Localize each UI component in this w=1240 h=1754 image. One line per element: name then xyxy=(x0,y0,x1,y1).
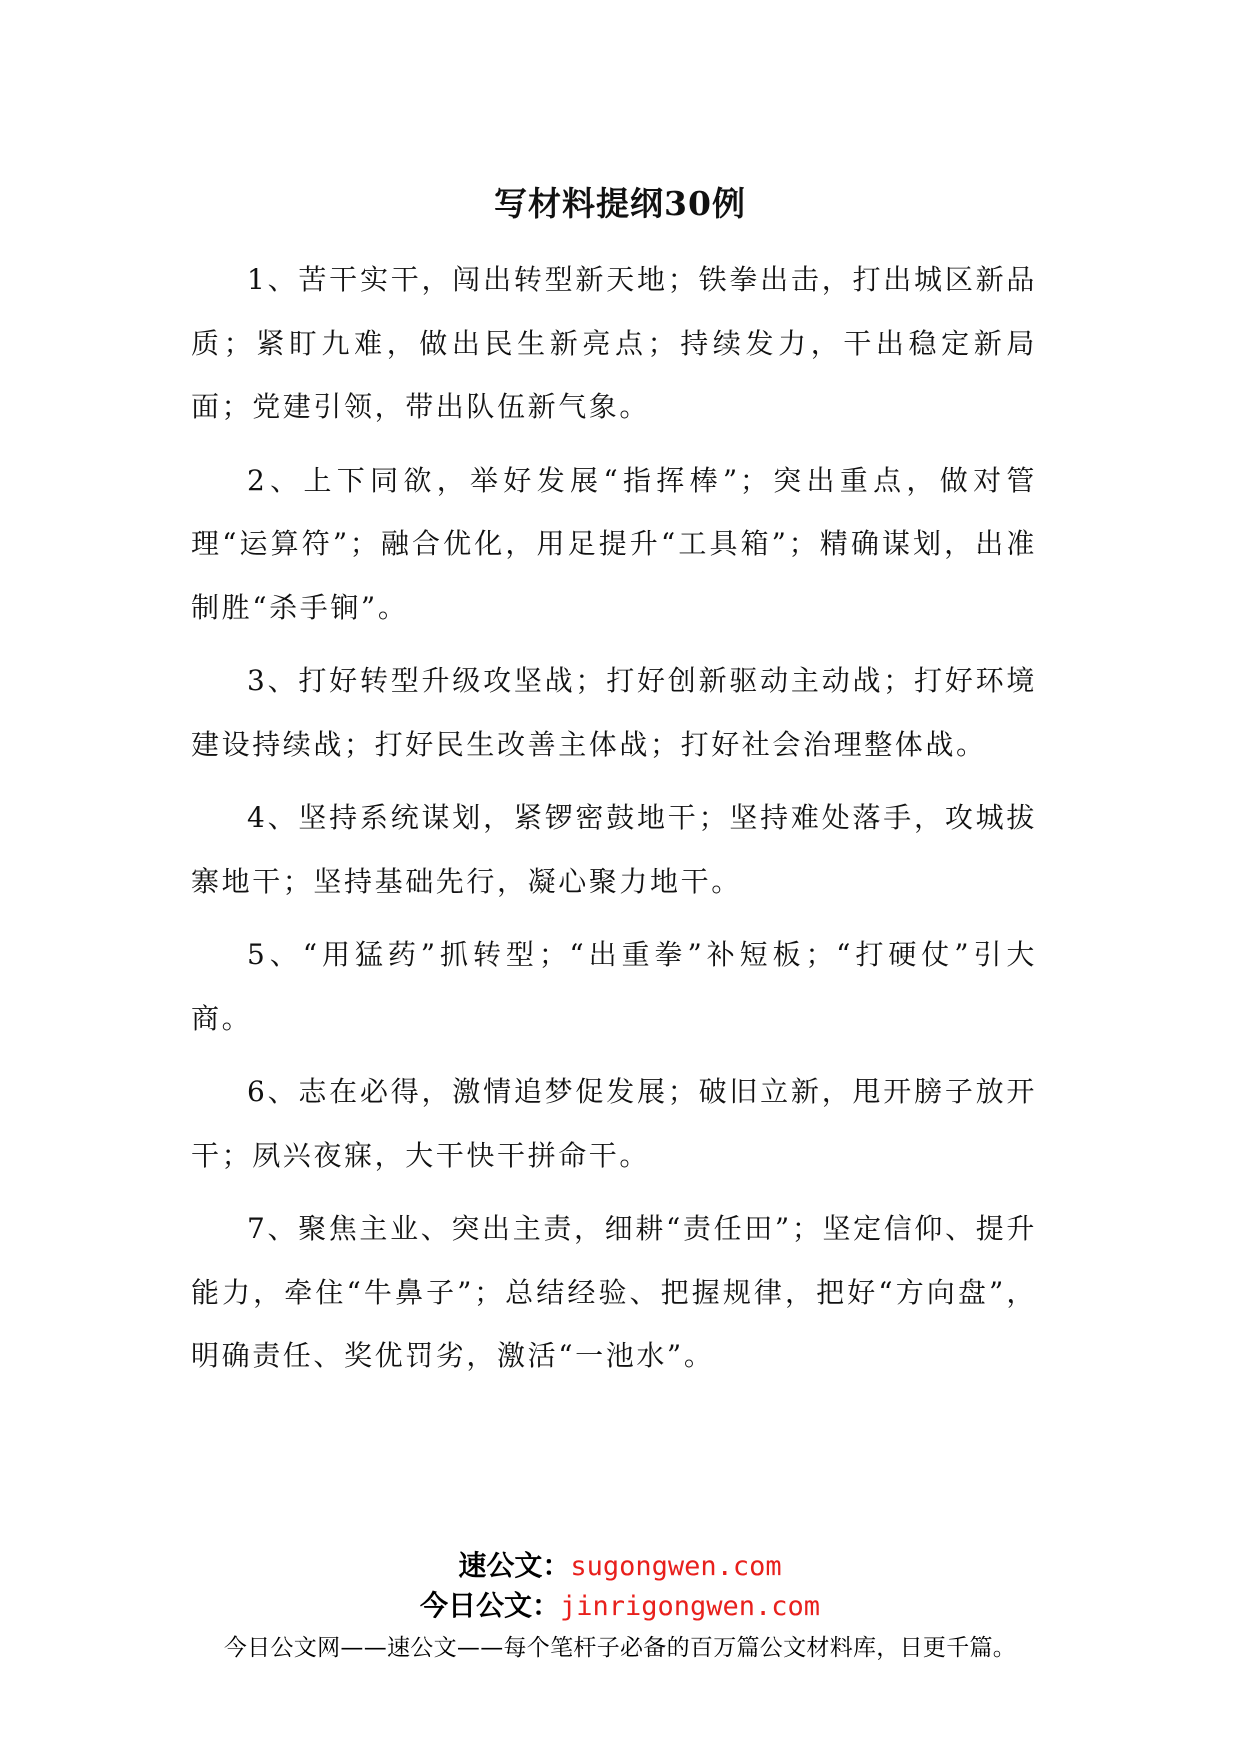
footer-link-jinrigongwen[interactable]: jinrigongwen.com xyxy=(559,1591,821,1622)
outline-item-5: 5、“用猛药”抓转型；“出重拳”补短板；“打硬仗”引大商。 xyxy=(191,938,1037,1035)
footer-label-jinrigongwen: 今日公文： xyxy=(419,1589,560,1622)
outline-item-2: 2、上下同欲，举好发展“指挥棒”；突出重点，做对管理“运算符”；融合优化，用足提升“工具箱”；精确谋划，出准制胜“杀手锏”。 xyxy=(191,463,1037,624)
footer-label-sugongwen: 速公文： xyxy=(458,1549,571,1582)
document-body xyxy=(191,248,1037,1398)
footer-link-sugongwen[interactable]: sugongwen.com xyxy=(570,1551,782,1582)
outline-item-3: 3、打好转型升级攻坚战；打好创新驱动主动战；打好环境建设持续战；打好民生改善主体战；打好社会治理整体战。 xyxy=(191,664,1037,761)
page-footer xyxy=(0,1546,1240,1668)
footer-line-sugongwen xyxy=(0,1546,1240,1586)
footer-tagline: 今日公文网——速公文——每个笔杆子必备的百万篇公文材料库，日更千篇。 xyxy=(223,1635,1017,1661)
footer-line-jinrigongwen xyxy=(0,1586,1240,1626)
outline-item-6: 6、志在必得，激情追梦促发展；破旧立新，甩开膀子放开干；夙兴夜寐，大干快干拼命干。 xyxy=(191,1075,1037,1172)
outline-item-7: 7、聚焦主业、突出主责，细耕“责任田”；坚定信仰、提升能力，牵住“牛鼻子”；总结经验、把握规律，把好“方向盘”，明确责任、奖优罚劣，激活“一池水”。 xyxy=(191,1212,1037,1372)
document-title: 写材料提纲30例 xyxy=(494,184,746,223)
outline-item-4: 4、坚持系统谋划，紧锣密鼓地干；坚持难处落手，攻城拔寨地干；坚持基础先行，凝心聚力地干。 xyxy=(191,801,1037,898)
outline-item-1: 1、苦干实干，闯出转型新天地；铁拳出击，打出城区新品质；紧盯九难，做出民生新亮点；持续发力，干出稳定新局面；党建引领，带出队伍新气象。 xyxy=(191,263,1037,423)
